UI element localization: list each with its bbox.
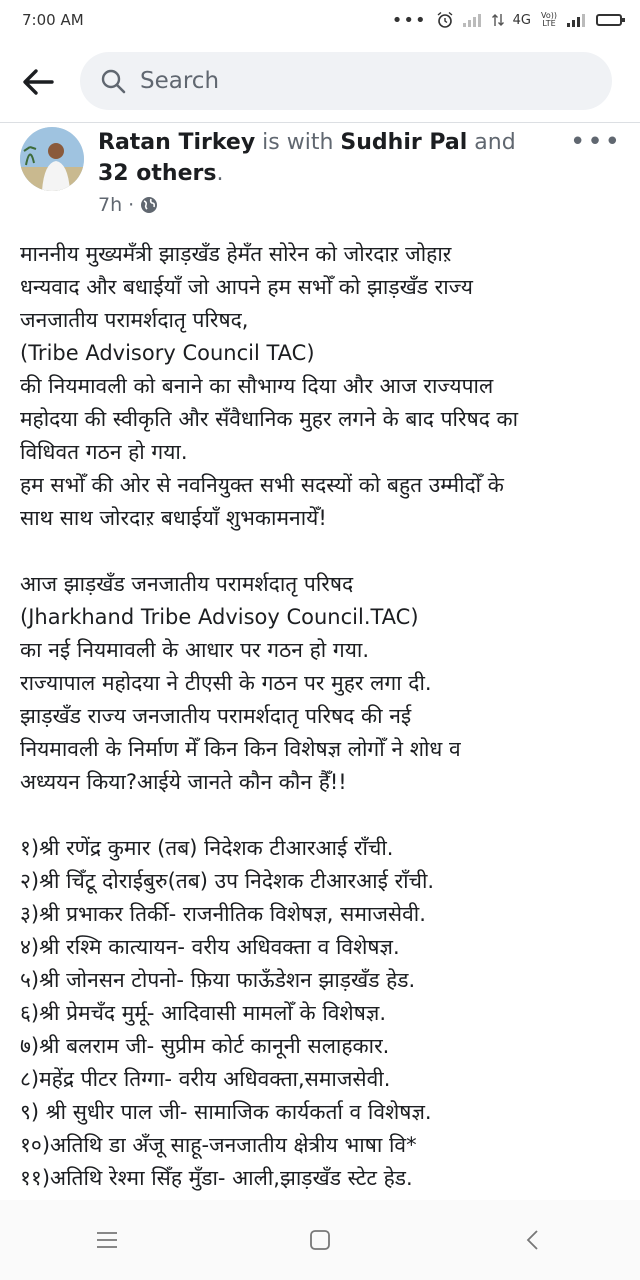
post-text-line: माननीय मुख्यमँत्री झाड़खँड हेमँत सोरेन को जोरदाऱ जोहाऱ [20,242,452,266]
avatar[interactable] [20,127,84,191]
post-text-line: अध्ययन किया?आईये जानते कौन कौन हैँ!! [20,770,347,794]
meta-separator: · [128,194,135,216]
back-button[interactable] [503,1215,563,1265]
tagged-friend[interactable]: Sudhir Pal [340,130,468,155]
post-author-line [98,127,548,189]
paragraph-gap [20,535,625,568]
status-bar [0,0,640,40]
post-text-line: ११)अतिथि रेश्मा सिँह मुँडा- आली,झाड़खँड स्टेट हेड. [20,1166,413,1190]
post-text-line: १०)अतिथि डा अँजू साहू-जनजातीय क्षेत्रीय भाषा वि* [20,1133,417,1157]
search-bar[interactable] [80,52,612,110]
author-name[interactable]: Ratan Tirkey [98,130,256,155]
post-text-line: राज्यापाल महोदया ने टीएसी के गठन पर मुहर लगा दी. [20,671,432,695]
others-link[interactable]: 32 others [98,161,217,186]
period-text: . [216,161,224,186]
post-text-line: ४)श्री रश्मि कात्यायन- वरीय अधिवक्ता व विशेषज्ञ. [20,935,400,959]
menu-icon [96,1231,118,1249]
post-text-line: झाड़खँड राज्य जनजातीय परामर्शदातृ परिषद की नई [20,704,412,728]
post-text-line: आज झाड़खँड जनजातीय परामर्शदातृ परिषद [20,572,354,596]
post-meta [98,194,158,216]
volte-badge: Vo)) LTE [541,11,557,28]
post-text-line: ८)महेंद्र पीटर तिग्गा- वरीय अधिवक्ता,समाजसेवी. [20,1067,391,1091]
more-options-icon[interactable]: ••• [569,127,622,157]
post-text-line: १)श्री रणेंद्र कुमार (तब) निदेशक टीआरआई राँची. [20,836,394,860]
signal-weak-icon [463,13,483,27]
home-button[interactable] [290,1215,350,1265]
search-header [0,40,640,122]
network-type: 4G [512,12,531,28]
post-text-line: ९) श्री सुधीर पाल जी- सामाजिक कार्यकर्ता व विशेषज्ञ. [20,1100,432,1124]
post-text-line: ७)श्री बलराम जी- सुप्रीम कोर्ट कानूनी सलाहकार. [20,1034,390,1058]
home-icon [309,1229,331,1251]
post-text-line: साथ साथ जोरदाऱ बधाईयाँ शुभकामनायेँ! [20,506,327,530]
post-text-line: ५)श्री जोनसन टोपनो- फ़िया फाऊँडेशन झाड़खँड हेड. [20,968,416,992]
data-transfer-icon [492,13,504,27]
status-time: 7:00 AM [22,11,84,29]
post-text-line: २)श्री चिँटू दोराईबुरु(तब) उप निदेशक टीआरआई राँची. [20,869,435,893]
post-time[interactable]: 7h [98,194,123,216]
post-text-line: ६)श्री प्रेमचँद मुर्मू- आदिवासी मामलोँ के विशेषज्ञ. [20,1001,386,1025]
back-arrow-icon[interactable] [18,62,58,102]
post-text-line: जनजातीय परामर्शदातृ परिषद, [20,308,249,332]
globe-icon [140,196,158,214]
search-input[interactable] [138,67,562,95]
post-text-line: (Jharkhand Tribe Advisoy Council.TAC) [20,605,419,629]
post-text-line: नियमावली के निर्माण मेँ किन किन विशेषज्ञ लोगोँ ने शोध व [20,737,461,761]
menu-button[interactable] [77,1215,137,1265]
chevron-left-icon [525,1229,541,1251]
post-body [20,238,625,1195]
post-text-line: हम सभोँ की ओर से नवनियुक्त सभी सदस्यों को बहुत उम्मीदोँ के [20,473,504,497]
battery-icon [596,14,622,26]
status-icons [392,10,622,31]
post-header [0,123,640,223]
post-text-line: का नई नियमावली के आधार पर गठन हो गया. [20,638,369,662]
with-text: is with [255,130,341,155]
search-icon [100,68,126,94]
system-nav-bar [0,1200,640,1280]
paragraph-gap [20,799,625,832]
more-notifications-icon: ••• [391,9,427,31]
post-text-line: महोदया की स्वीकृति और सँवैधानिक मुहर लगने के बाद परिषद का [20,407,519,431]
alarm-icon [436,11,454,29]
and-text: and [467,130,516,155]
post-text-line: विधिवत गठन हो गया. [20,440,188,464]
post-text-line: धन्यवाद और बधाईयाँ जो आपने हम सभोँ को झाड़खँड राज्य [20,275,473,299]
post-text-line: (Tribe Advisory Council TAC) [20,341,315,365]
post-text-line: ३)श्री प्रभाकर तिर्की- राजनीतिक विशेषज्ञ, समाजसेवी. [20,902,426,926]
signal-icon [567,13,587,27]
post-text-line: की नियमावली को बनाने का सौभाग्य दिया और आज राज्यपाल [20,374,494,398]
avatar-image [20,127,84,191]
